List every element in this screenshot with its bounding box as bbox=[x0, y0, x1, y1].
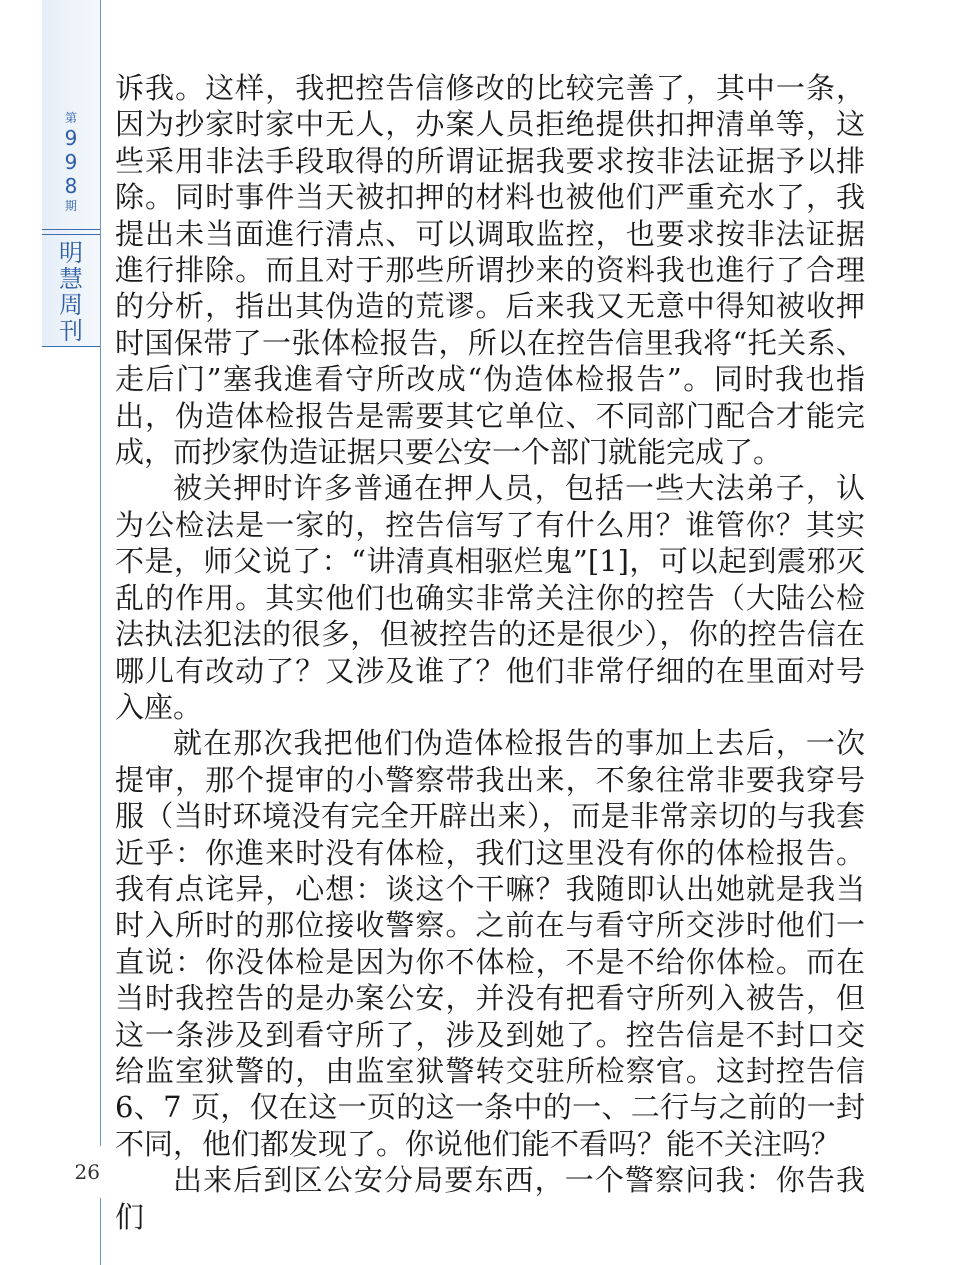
issue-suffix: 期 bbox=[64, 199, 77, 213]
issue-digit: 9 bbox=[64, 150, 78, 174]
journal-title-char: 刊 bbox=[59, 317, 83, 345]
issue-prefix: 第 bbox=[64, 111, 77, 125]
journal-title-char: 明 bbox=[59, 239, 83, 267]
sidebar-tab bbox=[42, 0, 101, 347]
paragraph: 被关押时许多普通在押人员，包括一些大法弟子，认为公检法是一家的，控告信写了有什么用？谁管你？其实不是，师父说了：“讲清真相驱烂鬼”[1]，可以起到震邪灭乱的作用。其实他们也确实非常关注你的控告（大陆公检法执法犯法的很多，但被控告的还是很少），你的控告信在哪儿有改动了？又涉及谁了？他们非常仔细的在里面对号入座。 bbox=[115, 471, 865, 724]
page-number: 26 bbox=[74, 1160, 100, 1184]
margin-rule bbox=[100, 346, 101, 1146]
paragraph: 诉我。这样，我把控告信修改的比较完善了，其中一条，因为抄家时家中无人，办案人员拒绝提供扣押清单等，这些采用非法手段取得的所谓证据我要求按非法证据予以排除。同时事件当天被扣押的材料也被他们严重充水了，我提出未当面進行清点、可以调取监控，也要求按非法证据進行排除。而且对于那些所谓抄来的资料我也進行了合理的分析，指出其伪造的荒谬。后来我又无意中得知被收押时国保带了一张体检报告，所以在控告信里我将“托关系、走后门”塞我進看守所改成“伪造体检报告”。同时我也指出，伪造体检报告是需要其它单位、不同部门配合才能完成，而抄家伪造证据只要公安一个部门就能完成了。 bbox=[115, 71, 865, 470]
article-body bbox=[115, 70, 865, 1235]
margin-rule-bottom bbox=[100, 1198, 101, 1265]
issue-digit: 9 bbox=[64, 126, 78, 150]
paragraph: 出来后到区公安分局要东西，一个警察问我：你告我们 bbox=[115, 1163, 865, 1234]
journal-title-char: 周 bbox=[59, 291, 83, 319]
issue-number bbox=[42, 110, 100, 214]
tab-divider bbox=[42, 229, 100, 235]
issue-digit: 8 bbox=[64, 174, 78, 198]
paragraph: 就在那次我把他们伪造体检报告的事加上去后，一次提审，那个提审的小警察带我出来，不象往常非要我穿号服（当时环境没有完全开辟出来），而是非常亲切的与我套近乎：你進来时没有体检，我们这里没有你的体检报告。我有点诧异，心想：谈这个干嘛？我随即认出她就是我当时入所时的那位接收警察。之前在与看守所交涉时他们一直说：你没体检是因为你不体检，不是不给你体检。而在当时我控告的是办案公安，并没有把看守所列入被告，但这一条涉及到看守所了，涉及到她了。控告信是不封口交给监室狱警的，由监室狱警转交驻所检察官。这封控告信 6、7 页，仅在这一页的这一条中的一、二行与之前的一封不同，他们都发现了。你说他们能不看吗？能不关注吗？ bbox=[115, 726, 865, 1161]
journal-title bbox=[42, 240, 100, 344]
journal-title-char: 慧 bbox=[59, 265, 83, 293]
